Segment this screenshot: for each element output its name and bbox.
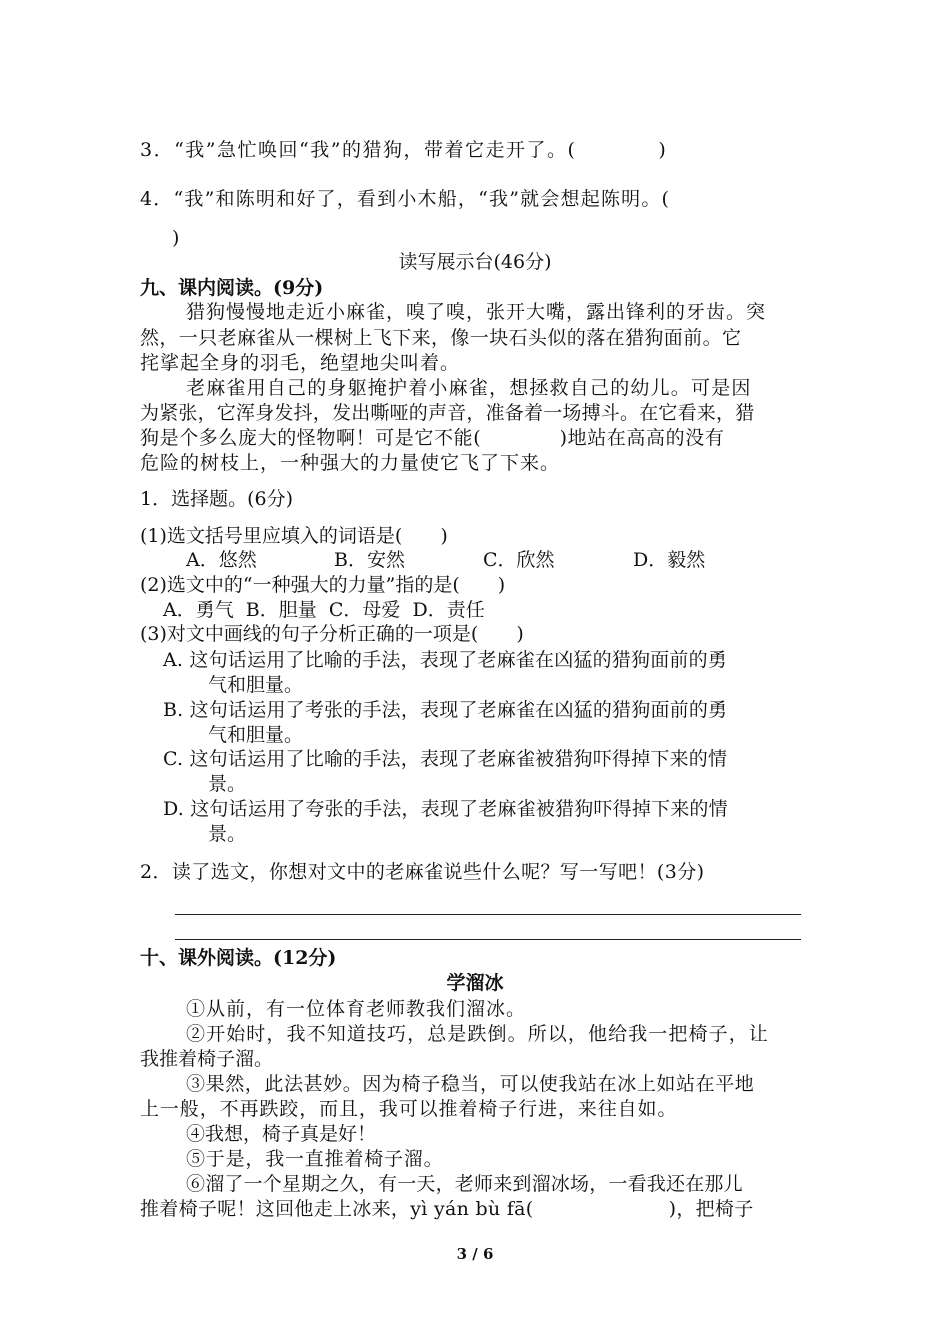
option-c: C．欣然 [483,549,555,571]
sub-question-3: (3)对文中画线的句子分析正确的一项是( ) [140,623,524,645]
option-b-line-2: 气和胆量。 [208,724,304,746]
story-paragraph: ②开始时，我不知道技巧，总是跌倒。所以，他给我一把椅子，让 [186,1023,769,1045]
part-10-title: 十、课外阅读。(12分) [140,947,337,969]
story-paragraph: ④我想，椅子真是好！ [186,1123,377,1145]
sub-question-2-options: A．勇气 B．胆量 C．母爱 D．责任 [163,599,485,621]
passage-line: 老麻雀用自己的身躯掩护着小麻雀，想拯救自己的幼儿。可是因 [186,377,752,399]
part-9-title: 九、课内阅读。(9分) [140,277,324,299]
option-a: A．悠然 [186,549,257,571]
question-3: 3．“我”急忙唤回“我”的猎狗，带着它走开了。( ) [140,139,668,161]
sub-question-2: (2)选文中的“一种强大的力量”指的是( ) [140,574,506,596]
question-1-title: 1．选择题。(6分) [140,488,294,510]
question-2: 2．读了选文，你想对文中的老麻雀说些什么呢？写一写吧！(3分) [140,861,705,883]
story-paragraph: ⑥溜了一个星期之久，有一天，老师来到溜冰场，一看我还在那儿 [186,1173,743,1195]
option-d-line-1: D. 这句话运用了夸张的手法，表现了老麻雀被猎狗吓得掉下来的情 [163,798,728,820]
option-c-line-1: C. 这句话运用了比喻的手法，表现了老麻雀被猎狗吓得掉下来的情 [163,748,728,770]
passage-line: 然，一只老麻雀从一棵树上飞下来，像一块石头似的落在猎狗面前。它 [140,327,742,349]
story-paragraph: ①从前，有一位体育老师教我们溜冰。 [186,998,527,1020]
option-b: B．安然 [334,549,405,571]
option-d: D．毅然 [633,549,706,571]
passage-line: 狗是个多么庞大的怪物啊！可是它不能( )地站在高高的没有 [140,427,725,449]
story-paragraph: ⑤于是，我一直推着椅子溜。 [186,1148,444,1170]
question-4-line-2: ) [172,227,180,249]
section-header: 读写展示台(46分) [398,251,552,273]
story-paragraph: 我推着椅子溜。 [140,1048,274,1070]
option-a-line-1: A. 这句话运用了比喻的手法，表现了老麻雀在凶猛的猎狗面前的勇 [163,649,728,671]
passage-line: 为紧张，它浑身发抖，发出嘶哑的声音，准备着一场搏斗。在它看来，猎 [140,402,755,424]
option-c-line-2: 景。 [208,773,247,795]
option-a-line-2: 气和胆量。 [208,674,304,696]
question-4-line-1: 4．“我”和陈明和好了，看到小木船，“我”就会想起陈明。( [140,188,671,210]
story-paragraph: ③果然，此法甚妙。因为椅子稳当，可以使我站在冰上如站在平地 [186,1073,755,1095]
passage-line: 挓挲起全身的羽毛，绝望地尖叫着。 [140,352,461,374]
story-title: 学溜冰 [446,972,504,994]
story-paragraph: 上一般，不再跌跤，而且，我可以推着椅子行进，来往自如。 [140,1098,678,1120]
option-b-line-1: B. 这句话运用了考张的手法，表现了老麻雀在凶猛的猎狗面前的勇 [163,699,728,721]
sub-question-1: (1)选文括号里应填入的词语是( ) [140,525,448,547]
story-paragraph: 推着椅子呢！这回他走上冰来，yì yán bù fā( )，把椅子 [140,1198,754,1220]
passage-line: 危险的树枝上，一种强大的力量使它飞了下来。 [140,452,561,474]
answer-line[interactable] [175,939,801,940]
passage-line: 猎狗慢慢地走近小麻雀，嗅了嗅，张开大嘴，露出锋利的牙齿。突 [186,301,767,323]
option-d-line-2: 景。 [208,823,247,845]
page-number: 3 / 6 [456,1245,494,1263]
answer-line[interactable] [175,914,801,915]
